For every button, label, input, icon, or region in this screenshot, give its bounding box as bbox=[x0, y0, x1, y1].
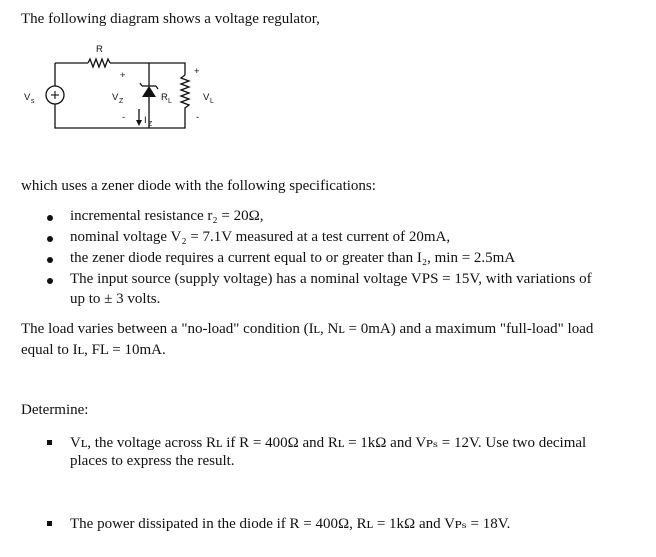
label-vs: V bbox=[24, 92, 31, 103]
square-bullet-icon bbox=[47, 440, 52, 445]
vz-minus: - bbox=[122, 112, 126, 123]
load-text-line: The load varies between a "no-load" condition (Iʟ, Nʟ = 0mA) and a maximum "full-load" load bbox=[21, 321, 594, 337]
label-iz: I bbox=[144, 115, 147, 126]
label-vl-sub: L bbox=[210, 98, 214, 105]
label-rl-sub: L bbox=[168, 98, 172, 105]
label-rl: R bbox=[161, 92, 168, 103]
square-bullet-icon bbox=[47, 521, 52, 526]
spec-item: The input source (supply voltage) has a nominal voltage VPS = 15V, with variations of bbox=[70, 271, 592, 287]
label-vz-sub: Z bbox=[119, 98, 124, 105]
zener-diode-icon bbox=[142, 86, 156, 97]
bullet-icon bbox=[47, 257, 53, 263]
voltage-regulator-circuit bbox=[0, 0, 260, 140]
intro-text: The following diagram shows a voltage regulator, bbox=[21, 11, 320, 27]
label-vz: V bbox=[112, 92, 119, 103]
question-item: The power dissipated in the diode if R = 400Ω, Rʟ = 1kΩ and Vᴘₛ = 18V. bbox=[70, 516, 511, 532]
label-r: R bbox=[96, 44, 103, 55]
spec-item: nominal voltage V₂ = 7.1V measured at a test current of 20mA, bbox=[70, 229, 451, 245]
vl-minus: - bbox=[196, 112, 200, 123]
spec-item: incremental resistance r₂ = 20Ω, bbox=[70, 208, 264, 224]
load-text-line: equal to Iʟ, FL = 10mA. bbox=[21, 342, 166, 358]
spec-item-continued: up to ± 3 volts. bbox=[70, 291, 161, 307]
vz-plus: + bbox=[120, 70, 126, 81]
question-item-continued: places to express the result. bbox=[70, 453, 235, 469]
iz-arrow-head bbox=[136, 120, 142, 126]
resistor-r bbox=[88, 59, 110, 67]
wire-bottom bbox=[55, 104, 185, 128]
label-iz-sub: Z bbox=[148, 121, 153, 128]
label-vl: V bbox=[203, 92, 210, 103]
resistor-rl bbox=[181, 75, 189, 112]
question-item: Vʟ, the voltage across Rʟ if R = 400Ω and Rʟ = 1kΩ and Vᴘₛ = 12V. Use two decimal bbox=[70, 435, 587, 451]
bullet-icon bbox=[47, 215, 53, 221]
bullet-icon bbox=[47, 278, 53, 284]
vl-plus: + bbox=[194, 66, 200, 77]
specs-intro: which uses a zener diode with the following specifications: bbox=[21, 178, 376, 194]
bullet-icon bbox=[47, 236, 53, 242]
spec-item: the zener diode requires a current equal to or greater than I₂, min = 2.5mA bbox=[70, 250, 516, 266]
determine-heading: Determine: bbox=[21, 402, 89, 418]
label-vs-sub: s bbox=[31, 98, 35, 105]
